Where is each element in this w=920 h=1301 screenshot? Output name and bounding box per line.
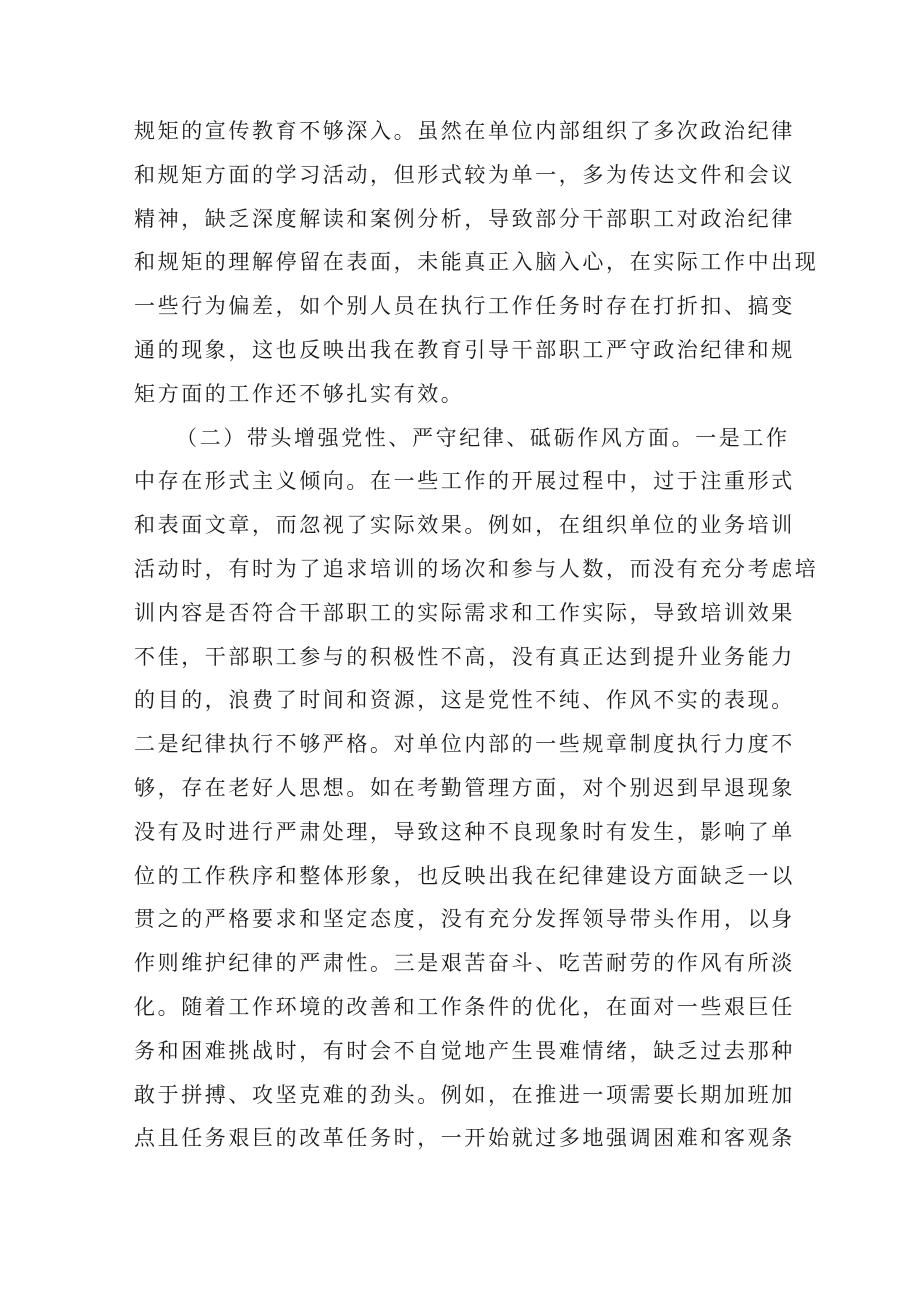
text-line: 通的现象，这也反映出我在教育引导干部职工严守政治纪律和规	[134, 337, 795, 362]
text-line: 没有及时进行严肃处理，导致这种不良现象时有发生，影响了单	[134, 819, 795, 844]
text-line: 位的工作秩序和整体形象，也反映出我在纪律建设方面缺乏一以	[134, 863, 795, 888]
text-line: 不佳，干部职工参与的积极性不高，没有真正达到提升业务能力	[134, 644, 795, 669]
text-line: 和规矩方面的学习活动，但形式较为单一，多为传达文件和会议	[134, 162, 795, 187]
text-line: 规矩的宣传教育不够深入。虽然在单位内部组织了多次政治纪律	[134, 119, 795, 143]
text-line: 矩方面的工作还不够扎实有效。	[134, 381, 465, 406]
text-line: 够，存在老好人思想。如在考勤管理方面，对个别迟到早退现象	[134, 775, 795, 800]
text-line: 活动时，有时为了追求培训的场次和参与人数，而没有充分考虑培	[134, 556, 819, 581]
text-line: 中存在形式主义倾向。在一些工作的开展过程中，过于注重形式	[134, 469, 795, 494]
text-line: 务和困难挑战时，有时会不自觉地产生畏难情绪，缺乏过去那种	[134, 1038, 795, 1063]
text-line: 化。随着工作环境的改善和工作条件的优化，在面对一些艰巨任	[134, 994, 795, 1019]
text-line: 二是纪律执行不够严格。对单位内部的一些规章制度执行力度不	[134, 732, 795, 757]
text-line: 的目的，浪费了时间和资源，这是党性不纯、作风不实的表现。	[134, 688, 795, 713]
text-line: 精神，缺乏深度解读和案例分析，导致部分干部职工对政治纪律	[134, 206, 795, 231]
text-line: 和表面文章，而忽视了实际效果。例如，在组织单位的业务培训	[134, 513, 795, 538]
text-line: 点且任务艰巨的改革任务时，一开始就过多地强调困难和客观条	[134, 1126, 795, 1151]
text-line: 敢于拼搏、攻坚克难的劲头。例如，在推进一项需要长期加班加	[134, 1082, 795, 1107]
text-line: 贯之的严格要求和坚定态度，没有充分发挥领导带头作用，以身	[134, 907, 795, 932]
text-line: 和规矩的理解停留在表面，未能真正入脑入心，在实际工作中出现	[134, 250, 819, 275]
text-line: 训内容是否符合干部职工的实际需求和工作实际，导致培训效果	[134, 600, 795, 625]
text-line: 一些行为偏差，如个别人员在执行工作任务时存在打折扣、搞变	[134, 294, 795, 319]
text-line: 作则维护纪律的严肃性。三是艰苦奋斗、吃苦耐劳的作风有所淡	[134, 951, 795, 976]
body-text	[134, 110, 819, 1161]
section-heading-line: （二）带头增强党性、严守纪律、砥砺作风方面。一是工作	[176, 425, 790, 450]
